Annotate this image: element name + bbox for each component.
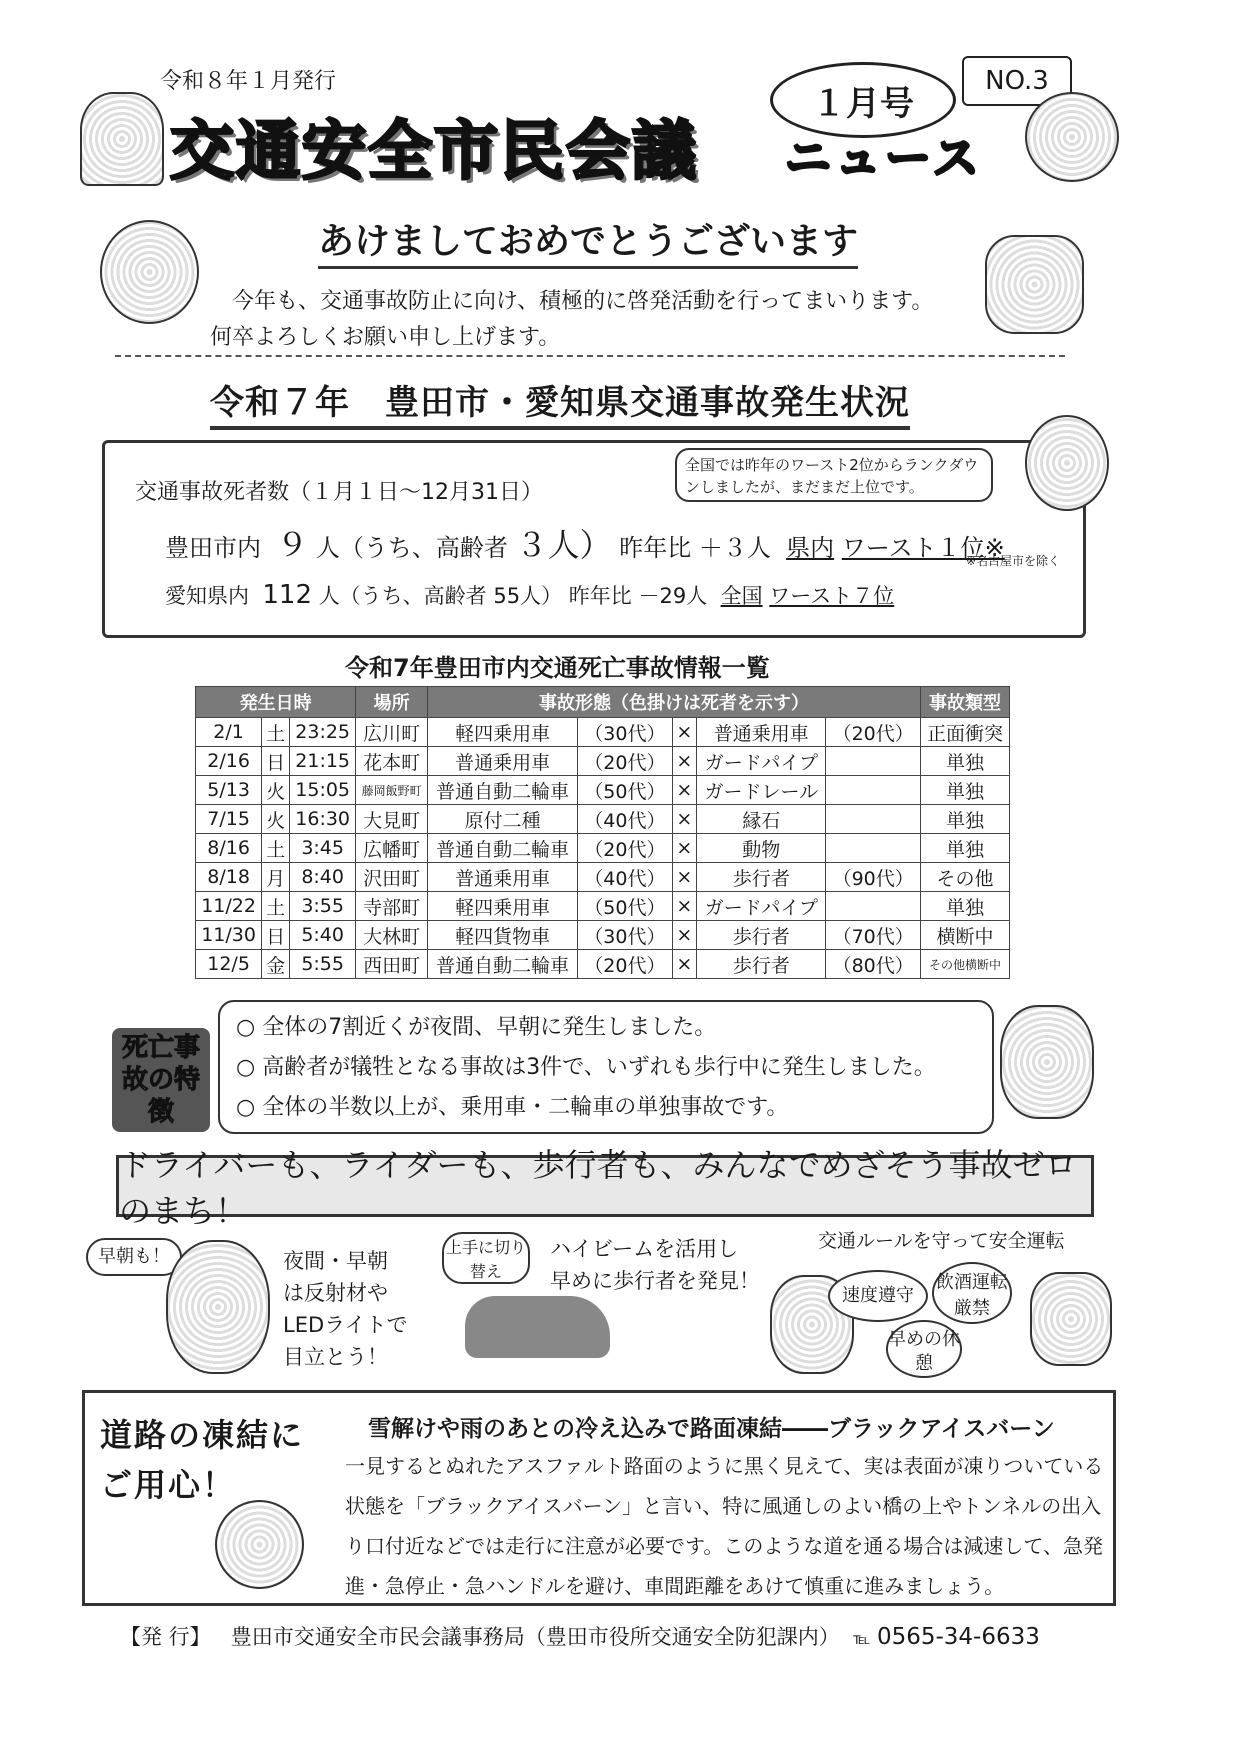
table-cell: （40代） (578, 863, 673, 892)
table-cell: 普通乗用車 (428, 863, 578, 892)
stats-rank: ワースト１位※ (841, 534, 1005, 562)
table-cell: 軽四乗用車 (428, 718, 578, 747)
table-cell: 動物 (697, 834, 826, 863)
table-cell (826, 776, 921, 805)
road-sign-illustration (215, 1500, 304, 1589)
table-cell: （20代） (578, 950, 673, 979)
stats-count: ９ (276, 526, 309, 564)
ice-title-line: 道路の凍結に (100, 1416, 305, 1454)
table-cell: 8/18 (196, 863, 262, 892)
horse-illustration (985, 235, 1084, 334)
tip3-title: 交通ルールを守って安全運転 (818, 1230, 1065, 1252)
tip2-line: ハイビームを活用し (550, 1237, 739, 1261)
table-cell: ガードレール (697, 776, 826, 805)
table-cell: 土 (262, 892, 290, 921)
table-cell: 花本町 (356, 747, 428, 776)
table-cell: 15:05 (290, 776, 356, 805)
table-cell: （50代） (578, 892, 673, 921)
table-cell: その他横断中 (920, 950, 1009, 979)
table-cell: 単独 (920, 834, 1009, 863)
features-label: 死亡事故の特徴 (112, 1028, 210, 1132)
tip2-line: 早めに歩行者を発見！ (550, 1269, 760, 1293)
tip1-line: LEDライトで (283, 1313, 408, 1337)
table-cell: 8:40 (290, 863, 356, 892)
table-header-row (196, 687, 1010, 718)
slogan-banner: ドライバーも、ライダーも、歩行者も、みんなでめざそう事故ゼロのまち！ (116, 1155, 1094, 1217)
ranking-speech-bubble: 全国では昨年のワースト2位からランクダウンしましたが、まだまだ上位です。 (675, 448, 993, 502)
accident-table (195, 686, 1010, 979)
table-cell: 西田町 (356, 950, 428, 979)
table-cell: 普通自動二輪車 (428, 834, 578, 863)
features-list (236, 1008, 936, 1128)
table-cell: 歩行者 (697, 950, 826, 979)
table-cell: 日 (262, 747, 290, 776)
stats-area: 愛知県内 (165, 584, 249, 608)
tip1-text (283, 1245, 408, 1373)
table-cell: 土 (262, 834, 290, 863)
mascot-illustration (100, 220, 199, 324)
table-cell (826, 805, 921, 834)
mascot-illustration (1025, 92, 1119, 182)
table-cell: 軽四貨物車 (428, 921, 578, 950)
table-cell: 広幡町 (356, 834, 428, 863)
stats-rank: ワースト７位 (769, 584, 895, 608)
table-cell: 3:55 (290, 892, 356, 921)
table-cell: 土 (262, 718, 290, 747)
table-cell: （30代） (578, 921, 673, 950)
table-cell: （20代） (578, 834, 673, 863)
toyota-stats-row (165, 520, 1005, 566)
table-row (196, 805, 1010, 834)
table-cell: × (672, 863, 697, 892)
table-cell: ガードパイプ (697, 892, 826, 921)
table-cell: 5/13 (196, 776, 262, 805)
table-row (196, 921, 1010, 950)
table-header: 事故類型 (920, 687, 1009, 718)
stats-compare: ＋３人 (698, 534, 771, 562)
table-header: 事故形態（色掛けは死者を示す） (428, 687, 921, 718)
stats-note: ※名古屋市を除く (966, 554, 1061, 568)
table-cell (826, 834, 921, 863)
table-cell: 11/22 (196, 892, 262, 921)
table-cell: 火 (262, 805, 290, 834)
stats-section-title: 令和７年 豊田市・愛知県交通事故発生状況 (210, 375, 910, 430)
table-cell: × (672, 892, 697, 921)
stats-compare: －29人 (638, 584, 708, 608)
table-cell (826, 747, 921, 776)
table-cell: × (672, 718, 697, 747)
table-cell: 歩行者 (697, 863, 826, 892)
stats-compare-label: 昨年比 (568, 584, 632, 608)
table-cell: 2/16 (196, 747, 262, 776)
owl-teacher-illustration (1000, 1005, 1094, 1119)
table-cell: 単独 (920, 776, 1009, 805)
divider (115, 355, 1065, 357)
stats-rank-label: 県内 (786, 534, 835, 562)
table-cell: 11/30 (196, 921, 262, 950)
table-row (196, 834, 1010, 863)
table-cell: 21:15 (290, 747, 356, 776)
no-drink-bubble: 飲酒運転厳禁 (932, 1262, 1012, 1324)
accident-table-title: 令和7年豊田市内交通死亡事故情報一覧 (345, 654, 770, 682)
aichi-stats-row (165, 580, 894, 610)
greeting-line: 何卒よろしくお願い申し上げます。 (210, 325, 561, 350)
table-cell: 5:40 (290, 921, 356, 950)
newsletter-title-suffix: ニュース (785, 131, 983, 185)
rest-bubble: 早めの休憩 (886, 1320, 962, 1378)
footer-tel: 0565-34-6633 (876, 1624, 1040, 1650)
tip1-line: 目立とう！ (283, 1345, 388, 1369)
table-cell: ガードパイプ (697, 747, 826, 776)
table-cell: 広川町 (356, 718, 428, 747)
table-cell: 2/1 (196, 718, 262, 747)
feature-item: ○ 高齢者が犠牲となる事故は3件で、いずれも歩行中に発生しました。 (236, 1055, 936, 1080)
greeting-body (210, 284, 990, 356)
ice-title (100, 1410, 304, 1510)
issue-number: NO.3 (962, 56, 1072, 106)
table-row (196, 892, 1010, 921)
table-cell: 月 (262, 863, 290, 892)
stats-rank-label: 全国 (720, 584, 763, 608)
table-cell: 3:45 (290, 834, 356, 863)
issue-date: 令和８年１月発行 (160, 69, 337, 94)
table-cell: 金 (262, 950, 290, 979)
table-row (196, 718, 1010, 747)
table-cell: 23:25 (290, 718, 356, 747)
tip1-line: は反射材や (283, 1281, 388, 1305)
tip1-bubble: 早朝も！ (86, 1238, 182, 1276)
tip2-text (550, 1233, 760, 1297)
table-cell: × (672, 950, 697, 979)
footer-label: 【発 行】 (120, 1625, 211, 1649)
stats-label: 交通事故死者数（１月１日～12月31日） (135, 480, 543, 505)
table-cell: 12/5 (196, 950, 262, 979)
table-cell: 火 (262, 776, 290, 805)
table-header: 発生日時 (196, 687, 356, 718)
stats-unit: 人（うち、高齢者 (315, 534, 508, 562)
ice-body: 一見するとぬれたアスファルト路面のように黒く見えて、実は表面が凍りついている状態を「ブラックアイスバーン」と言い、特に風通しのよい橋の上やトンネルの出入り口付近などでは走行に注意が必要です。このような道を通る場合は減速して、急発進・急停止・急ハンドルを避け、車間距離をあけて慎重に進みましょう。 (345, 1454, 1104, 1598)
table-cell: 横断中 (920, 921, 1009, 950)
table-cell: × (672, 805, 697, 834)
mascot-illustration (1025, 415, 1109, 511)
stats-compare-label: 昨年比 (619, 534, 692, 562)
table-header: 場所 (356, 687, 428, 718)
table-cell: 大林町 (356, 921, 428, 950)
table-cell: × (672, 834, 697, 863)
ice-title-line: ご用心！ (100, 1466, 237, 1504)
table-cell: 普通自動二輪車 (428, 950, 578, 979)
reflector-person-illustration (166, 1240, 270, 1374)
table-cell: 藤岡飯野町 (356, 776, 428, 805)
table-cell: × (672, 776, 697, 805)
table-cell: 単独 (920, 805, 1009, 834)
table-row (196, 863, 1010, 892)
stats-count: 112 (262, 580, 312, 610)
table-cell: 7/15 (196, 805, 262, 834)
table-cell: （20代） (826, 718, 921, 747)
tip1-line: 夜間・早朝 (283, 1249, 388, 1273)
table-cell: 8/16 (196, 834, 262, 863)
speed-bubble: 速度遵守 (828, 1270, 928, 1322)
table-cell: （30代） (578, 718, 673, 747)
stats-elderly: ３人） (515, 526, 612, 564)
table-cell: （70代） (826, 921, 921, 950)
newsletter-title: 交通安全市民会議 (170, 115, 698, 189)
table-cell: 日 (262, 921, 290, 950)
table-cell: 普通自動二輪車 (428, 776, 578, 805)
table-cell: 軽四乗用車 (428, 892, 578, 921)
table-cell: その他 (920, 863, 1009, 892)
stats-area: 豊田市内 (165, 534, 261, 562)
table-cell: 歩行者 (697, 921, 826, 950)
table-cell: 寺部町 (356, 892, 428, 921)
table-cell: 大見町 (356, 805, 428, 834)
footer (120, 1621, 1040, 1651)
table-cell: （40代） (578, 805, 673, 834)
table-cell: × (672, 747, 697, 776)
tip2-bubble: 上手に切り替え (442, 1232, 530, 1284)
table-cell: 沢田町 (356, 863, 428, 892)
table-cell: 16:30 (290, 805, 356, 834)
table-cell: 普通乗用車 (697, 718, 826, 747)
table-cell: 普通乗用車 (428, 747, 578, 776)
greeting-line: 今年も、交通事故防止に向け、積極的に啓発活動を行ってまいります。 (232, 289, 934, 314)
table-cell (826, 892, 921, 921)
stats-elderly: 55人） (493, 584, 563, 608)
kadomatsu-illustration (80, 92, 164, 186)
ice-subtitle: 雪解けや雨のあとの冷え込みで路面凍結――ブラックアイスバーン (368, 1416, 1055, 1442)
table-cell: 単独 (920, 892, 1009, 921)
feature-item: ○ 全体の7割近くが夜間、早朝に発生しました。 (236, 1015, 717, 1040)
table-cell: 原付二種 (428, 805, 578, 834)
table-cell: 単独 (920, 747, 1009, 776)
driver-illustration (1030, 1272, 1112, 1366)
footer-publisher: 豊田市交通安全市民会議事務局（豊田市役所交通安全防犯課内） (230, 1625, 840, 1649)
table-cell: （50代） (578, 776, 673, 805)
table-row (196, 776, 1010, 805)
table-cell: × (672, 921, 697, 950)
table-cell: （80代） (826, 950, 921, 979)
table-row (196, 950, 1010, 979)
greeting-heading: あけましておめでとうございます (318, 213, 858, 269)
feature-item: ○ 全体の半数以上が、乗用車・二輪車の単独事故です。 (236, 1095, 789, 1120)
table-cell: （90代） (826, 863, 921, 892)
table-row (196, 747, 1010, 776)
table-cell: 縁石 (697, 805, 826, 834)
table-cell: （20代） (578, 747, 673, 776)
issue-month-bubble: １月号 (770, 62, 956, 138)
car-illustration (465, 1296, 610, 1358)
table-cell: 5:55 (290, 950, 356, 979)
footer-tel-label: ℡ (853, 1629, 871, 1648)
stats-unit: 人（うち、高齢者 (318, 584, 487, 608)
table-cell: 正面衝突 (920, 718, 1009, 747)
